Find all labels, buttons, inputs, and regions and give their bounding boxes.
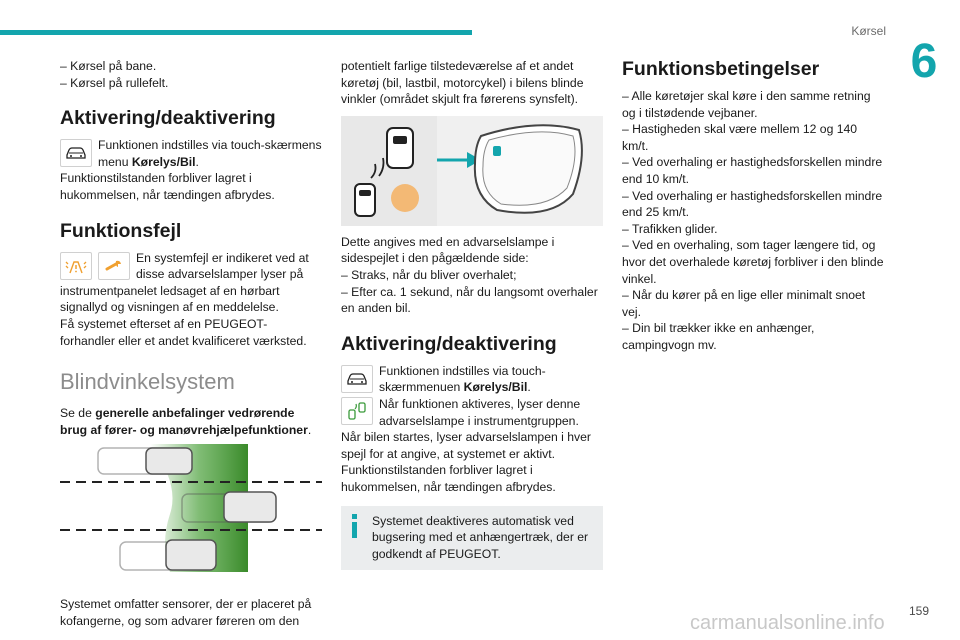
activation-start-text: Når bilen startes, lyser advarselslampen i hver spejl for at angive, at systemet er aktivt. — [341, 430, 591, 461]
info-box — [341, 506, 603, 571]
blind-spot-warning-icon — [60, 252, 92, 280]
blind-spot-indicator-icon — [341, 397, 373, 425]
header-accent-bar — [0, 30, 472, 35]
system-description: Systemet omfatter sensorer, der er placeret på kofangerne, og som advarer føreren om den — [60, 597, 312, 628]
list-item: – Kørsel på rullefelt. — [60, 75, 169, 90]
column-1 — [60, 58, 322, 630]
system-description-cont: potentielt farlige tilstedeværelse af et andet køretøj (bil, lastbil, motorcykel) i bilens blinde vinkler (området skjult fra førerens synsfelt). — [341, 59, 584, 107]
warning-text: Dette angives med en advarselslampe i sidespejlet i den pågældende side: — [341, 234, 555, 266]
car-settings-icon — [341, 365, 373, 393]
list-item: – Ved overhaling er hastighedsforskellen mindre end 25 km/t. — [622, 188, 883, 220]
activation-lamp-text: Når funktionen aktiveres, lyser denne advarselslampe i instrumentgruppen. — [379, 396, 581, 428]
mirror-illustration — [341, 116, 603, 226]
list-item: – Når du kører på en lige eller minimalt snoet vej. — [622, 288, 866, 319]
list-item: – Kørsel på bane. — [60, 59, 157, 73]
chapter-number: 6 — [910, 35, 938, 88]
list-item: – Hastigheden skal være mellem 12 og 140 km/t. — [622, 122, 858, 153]
activation-memory-text-2: Funktionstilstanden forbliver lagret i hukommelsen, når tændingen afbrydes. — [341, 463, 556, 494]
heading-blind-spot-system: Blindvinkelsystem — [60, 369, 235, 395]
watermark: carmanualsonline.info — [690, 612, 885, 634]
column-2 — [341, 58, 603, 570]
section-name: Kørsel — [851, 24, 886, 38]
list-item: – Alle køretøjer skal køre i den samme retning og i tilstødende vejbaner. — [622, 89, 871, 120]
list-item: – Efter ca. 1 sekund, når du langsomt overhaler en anden bil. — [341, 284, 598, 316]
list-item: – Ved en overhaling, som tager længere tid, og hvor det overhalede køretøj forbliver i den blinde vinkel. — [622, 238, 884, 286]
list-item: – Straks, når du bliver overhalet; — [341, 267, 517, 282]
info-text: Systemet deaktiveres automatisk ved bugsering med et anhængertræk, der er godkendt af PEUGEOT. — [372, 513, 589, 561]
fault-text: En systemfejl er indikeret ved at disse advarselslamper lyser på instrumentpanelet ledsaget af en hørbart signallyd og visningen af en meddelelse. — [60, 250, 309, 315]
activation-memory-text: Funktionstilstanden forbliver lagret i hukommelsen, når tændingen afbrydes. — [60, 171, 275, 202]
activation-text-2: Funktionen indstilles via touch-skærmmenuen Kørelys/Bil. — [379, 363, 546, 395]
column-3 — [622, 58, 886, 354]
heading-conditions: Funktionsbetingelser — [622, 58, 820, 80]
list-item: – Ved overhaling er hastighedsforskellen mindre end 10 km/t. — [622, 155, 883, 186]
car-settings-icon — [60, 139, 92, 167]
reference-text: Se de generelle anbefalinger vedrørende brug af fører- og manøvrehjælpefunktioner. — [60, 406, 312, 437]
heading-activation: Aktivering/deaktivering — [60, 107, 276, 130]
heading-activation-2: Aktivering/deaktivering — [341, 332, 557, 355]
activation-text: Funktionen indstilles via touch-skærmens menu Kørelys/Bil. — [98, 138, 322, 169]
info-icon — [351, 514, 358, 538]
activation-icons — [341, 363, 379, 427]
fault-service-text: Få systemet efterset af en PEUGEOT-forhandler eller et andet kvalificeret værksted. — [60, 316, 307, 348]
page-number: 159 — [908, 604, 929, 618]
wrench-icon — [98, 252, 130, 280]
heading-fault: Funktionsfejl — [60, 219, 182, 242]
blind-spot-diagram — [60, 444, 322, 584]
list-item: – Din bil trækker ikke en anhænger, campingvogn mv. — [622, 321, 815, 352]
list-item: – Trafikken glider. — [622, 221, 718, 236]
